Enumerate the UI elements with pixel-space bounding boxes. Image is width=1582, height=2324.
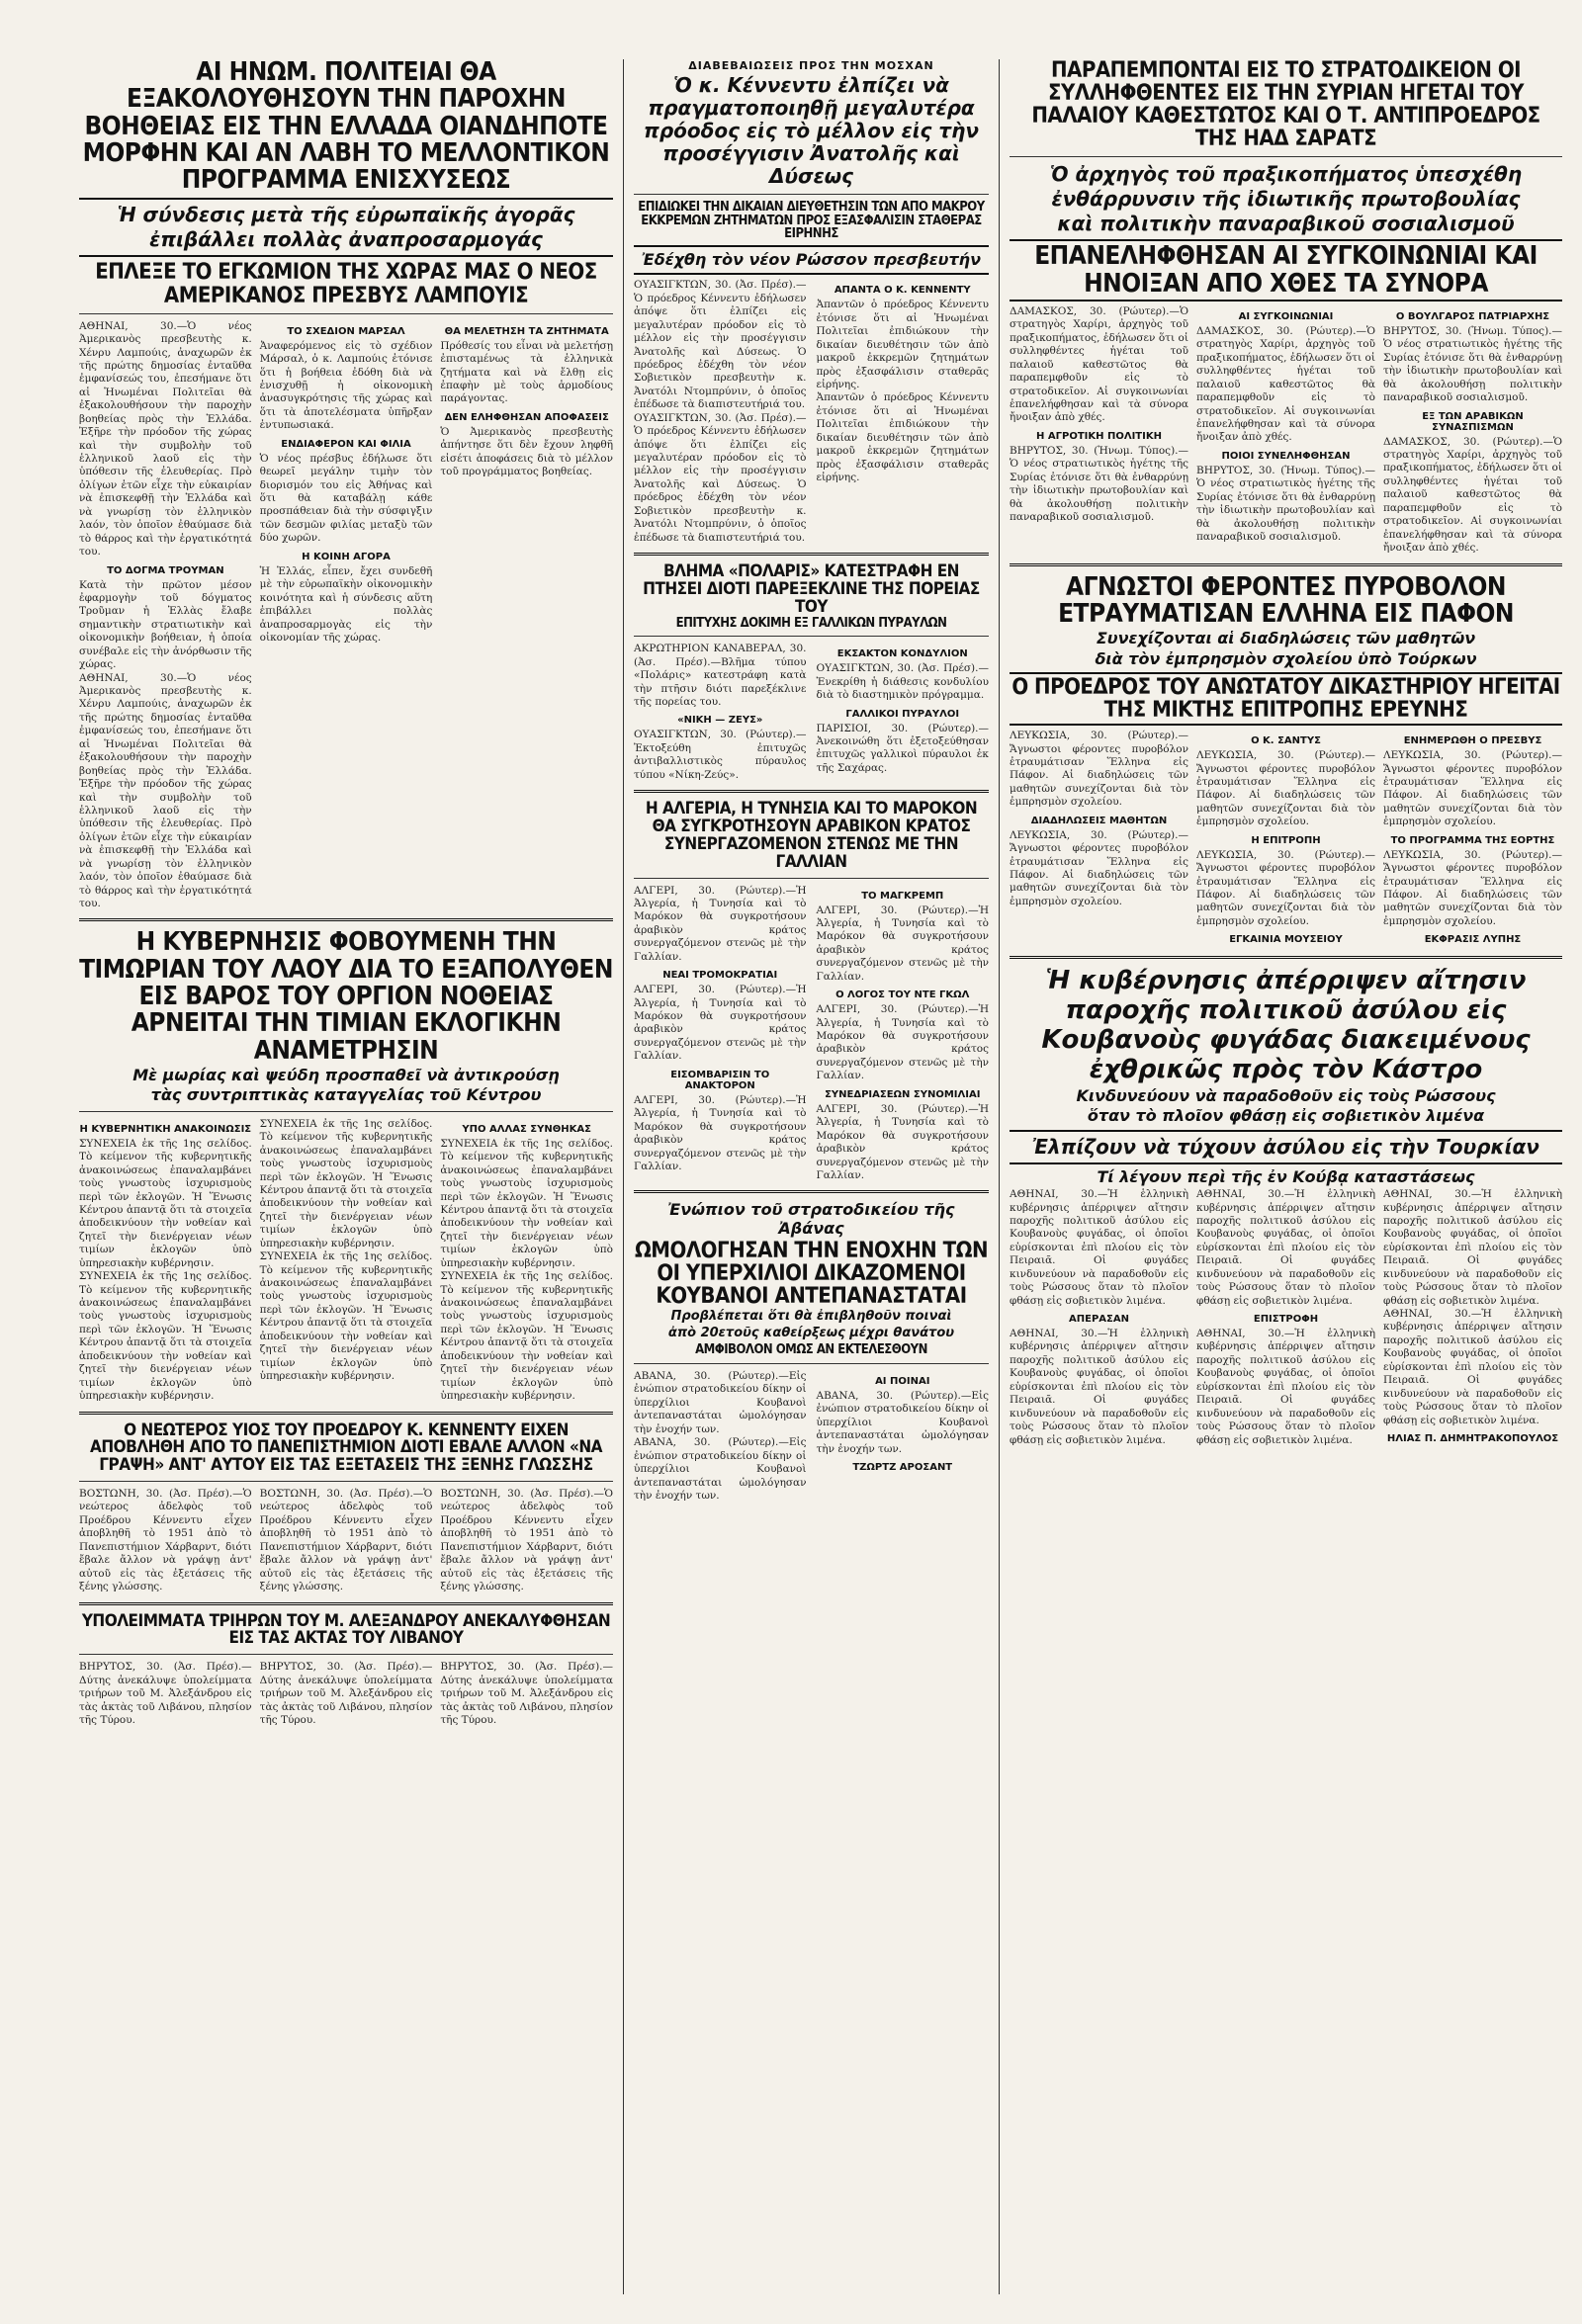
- syria-deck-1: Ὁ ἀρχηγὸς τοῦ πραξικοπήματος ὑπεσχέθη: [1049, 162, 1523, 187]
- sidebar-1-title: ΤΟ ΣΧΕΔΙΟΝ ΜΑΡΣΑΛ: [287, 325, 405, 337]
- column-left: [69, 59, 623, 2294]
- cyprus-sub-2: ΕΝΗΜΕΡΩΘΗ Ο ΠΡΕΣΒΥΣ: [1403, 735, 1542, 747]
- cuba-body: ΑΒΑΝΑ, 30. (Ρώυτερ).—Εἰς ἐνώπιον στρατοδικείου δίκην οἱ ὑπερχίλιοι Κουβανοὶ ἀντεπαναστάται ὡμολόγησαν τὴν ἐνοχήν των.: [634, 1370, 807, 1435]
- algeria-sub-2: Ο ΛΟΓΟΣ ΤΟΥ ΝΤΕ ΓΚΩΛ: [835, 990, 970, 1001]
- kennedy-headline: Ὁ κ. Κέννεντυ ἐλπίζει νὰ πραγματοποιηθῇ μεγαλυτέρα πρόοδος εἰς τὸ μέλλον εἰς τὴν προσέγγισιν Ἀνατολῆς καὶ Δύσεως: [644, 73, 979, 188]
- lead-headline: ΑΙ ΗΝΩΜ. ΠΟΛΙΤΕΙΑΙ ΘΑ ΕΞΑΚΟΛΟΥΘΗΣΟΥΝ ΤΗΝ ΠΑΡΟΧΗΝ ΒΟΗΘΕΙΑΣ ΕΙΣ ΤΗΝ ΕΛΛΑΔΑ ΟΙΑΝΔΗΠΟΤΕ ΜΟΡΦΗΝ ΚΑΙ ΑΝ ΛΑΒΗ ΤΟ ΜΕΛΛΟΝΤΙΚΟΝ ΠΡΟΓΡΑΜΜΑ ΕΝΙΣΧΥΣΕΩΣ: [82, 59, 610, 196]
- government-body-cont: ΣΥΝΕΧΕΙΑ ἐκ τῆς 1ης σελίδος. Τὸ κείμενον τῆς κυβερνητικῆς ἀνακοινώσεως ἐπαναλαμβάνει τοὺς γνωστοὺς ἰσχυρισμοὺς περὶ τῶν ἐκλογῶν. Ἡ Ἕνωσις Κέντρου ἀπαντᾷ ὅτι τὰ στοιχεῖα ἀποδεικνύουν τὴν νοθείαν καὶ ζητεῖ τὴν διενέργειαν νέων τιμίων ἐκλογῶν ὑπὸ ὑπηρεσιακὴν κυβέρνησιν.: [79, 1270, 252, 1403]
- cuba-subheadline: ΑΜΦΙΒΟΛΟΝ ΟΜΩΣ ΑΝ ΕΚΤΕΛΕΣΘΟΥΝ: [695, 1342, 927, 1358]
- syria-sub-2: Η ΑΓΡΟΤΙΚΗ ΠΟΛΙΤΙΚΗ: [1036, 430, 1162, 442]
- government-sub-1: Η ΚΥΒΕΡΝΗΤΙΚΗ ΑΝΑΚΟΙΝΩΣΙΣ: [79, 1123, 252, 1135]
- syria-deck-2: ἐνθάρρυνσιν τῆς ἰδιωτικῆς πρωτοβουλίας: [1051, 187, 1521, 212]
- algeria-body: ΑΛΓΕΡΙ, 30. (Ρώυτερ).—Ἡ Ἀλγερία, ἡ Τυνησία καὶ τὸ Μαρόκον θὰ συγκροτήσουν ἀραβικὸν κράτος συνεργαζόμενον στενῶς μὲ τὴν Γαλλίαν.: [634, 884, 807, 963]
- cuba-headline: ΩΜΟΛΟΓΗΣΑΝ ΤΗΝ ΕΝΟΧΗΝ ΤΩΝ ΟΙ ΥΠΕΡΧΙΛΙΟΙ ΔΙΚΑΖΟΜΕΝΟΙ ΚΟΥΒΑΝΟΙ ΑΝΤΕΠΑΝΑΣΤΑΤΑΙ: [634, 1239, 989, 1310]
- cuba-signature: ΤΖΩΡΤΖ ΑΡΟΣΑΝΤ: [852, 1462, 953, 1474]
- polaris-headline: ΒΛΗΜΑ «ΠΟΛΑΡΙΣ» ΚΑΤΕΣΤΡΑΦΗ ΕΝ ΠΤΗΣΕΙ ΔΙΟΤΙ ΠΑΡΕΞΕΚΛΙΝΕ ΤΗΣ ΠΟΡΕΙΑΣ ΤΟΥ: [643, 561, 980, 617]
- algeria-body-3: ΑΛΓΕΡΙ, 30. (Ρώυτερ).—Ἡ Ἀλγερία, ἡ Τυνησία καὶ τὸ Μαρόκον θὰ συγκροτήσουν ἀραβικὸν κράτος συνεργαζόμενον στενῶς μὲ τὴν Γαλλίαν.: [816, 1102, 989, 1181]
- government-body-2: ΣΥΝΕΧΕΙΑ ἐκ τῆς 1ης σελίδος. Τὸ κείμενον τῆς κυβερνητικῆς ἀνακοινώσεως ἐπαναλαμβάνει τοὺς γνωστοὺς ἰσχυρισμοὺς περὶ τῶν ἐκλογῶν. Ἡ Ἕνωσις Κέντρου ἀπαντᾷ ὅτι τὰ στοιχεῖα ἀποδεικνύουν τὴν νοθείαν καὶ ζητεῖ τὴν διενέργειαν νέων τιμίων ἐκλογῶν ὑπὸ ὑπηρεσιακὴν κυβέρνησιν.: [259, 1117, 433, 1249]
- cubans-sub-2: ΑΠΕΡΑΣΑΝ: [1069, 1314, 1129, 1326]
- syria-body-3: ΔΑΜΑΣΚΟΣ, 30. (Ρώυτερ).—Ὁ στρατηγὸς Χαρίρι, ἀρχηγὸς τοῦ πραξικοπήματος, ἐδήλωσεν ὅτι οἱ συλληφθέντες ἡγέται τοῦ παλαιοῦ καθεστῶτος θὰ παραπεμφθοῦν εἰς τὸ στρατοδικεῖον. Αἱ συγκοινωνίαι ἐπανελήφθησαν καὶ τὰ σύνορα ἤνοιξαν ἀπὸ χθές.: [1196, 324, 1375, 444]
- syria-headline-2: ΕΠΑΝΕΛΗΦΘΗΣΑΝ ΑΙ ΣΥΓΚΟΙΝΩΝΙΑΙ ΚΑΙ ΗΝΟΙΞΑΝ ΑΠΟ ΧΘΕΣ ΤΑ ΣΥΝΟΡΑ: [1034, 241, 1538, 299]
- zeus-sub: «ΝΙΚΗ — ΖΕΥΣ»: [677, 715, 763, 727]
- sidebar-3-title: ΤΟ ΔΟΓΜΑ ΤΡΟΥΜΑΝ: [107, 564, 224, 576]
- cyprus-sub-7: ΕΚΦΡΑΣΙΣ ΛΥΠΗΣ: [1424, 934, 1522, 946]
- algeria-sub-4: ΝΕΑΙ ΤΡΟΜΟΚΡΑΤΙΑΙ: [662, 970, 778, 982]
- sidebar-2-title: ΕΝΔΙΑΦΕΡΟΝ ΚΑΙ ΦΙΛΙΑ: [281, 438, 411, 450]
- cuba-body-cont: ΑΒΑΝΑ, 30. (Ρώυτερ).—Εἰς ἐνώπιον στρατοδικείου δίκην οἱ ὑπερχίλιοι Κουβανοὶ ἀντεπαναστάται ὡμολόγησαν τὴν ἐνοχήν των.: [634, 1436, 807, 1502]
- cubans-sub-1: ΕΠΙΣΤΡΟΦΗ: [1253, 1314, 1319, 1326]
- government-article: [79, 1118, 613, 1404]
- syria-deck-3: καὶ πολιτικὴν παναραβικοῦ σοσιαλισμοῦ: [1057, 212, 1515, 236]
- kennedy-sub-2: ΑΠΑΝΤΑ Ο Κ. ΚΕΝΝΕΝΤΥ: [834, 285, 971, 297]
- kennedy-son-body-3: ΒΟΣΤΩΝΗ, 30. (Ἀσ. Πρέσ).—Ὁ νεώτερος ἀδελφὸς τοῦ Προέδρου Κέννεντυ εἶχεν ἀποβληθῆ τὸ 1951 ἀπὸ τὸ Πανεπιστήμιον Χάρβαρντ, διότι ἔβαλε ἄλλον νὰ γράψῃ ἀντ' αὐτοῦ εἰς τὰς ἐξετάσεις τῆς ξένης γλώσσης.: [440, 1488, 614, 1593]
- cubans-body-6: ΑΘΗΝΑΙ, 30.—Ἡ ἑλληνικὴ κυβέρνησις ἀπέρριψεν αἴτησιν παροχῆς πολιτικοῦ ἀσύλου εἰς Κουβανοὺς φυγάδας, οἱ ὁποῖοι εὑρίσκονται ἐπὶ πλοίου εἰς τὸν Πειραιᾶ. Οἱ φυγάδες κινδυνεύουν νὰ παραδοθοῦν εἰς τοὺς Ρώσσους ὅταν τὸ πλοῖον φθάσῃ εἰς σοβιετικὸν λιμένα.: [1383, 1308, 1562, 1426]
- sidebar-6-body: Ὁ Ἀμερικανὸς πρεσβευτὴς ἀπήντησε ὅτι δὲν ἔχουν ληφθῆ εἰσέτι ἀποφάσεις διὰ τὸ μέλλον τοῦ προγράμματος βοηθείας.: [440, 425, 614, 478]
- cuba-sub-2: ΑΙ ΠΟΙΝΑΙ: [875, 1376, 930, 1387]
- kennedy-son-article: [79, 1488, 613, 1594]
- algeria-article: [634, 885, 989, 1183]
- cyprus-deck-1: Συνεχίζονται αἱ διαδηλώσεις τῶν μαθητῶν: [1096, 629, 1476, 648]
- sidebar-5-title: Η ΚΟΙΝΗ ΑΓΟΡΑ: [302, 551, 391, 562]
- government-body-4: ΣΥΝΕΧΕΙΑ ἐκ τῆς 1ης σελίδος. Τὸ κείμενον τῆς κυβερνητικῆς ἀνακοινώσεως ἐπαναλαμβάνει τοὺς γνωστοὺς ἰσχυρισμοὺς περὶ τῶν ἐκλογῶν. Ἡ Ἕνωσις Κέντρου ἀπαντᾷ ὅτι τὰ στοιχεῖα ἀποδεικνύουν τὴν νοθείαν καὶ ζητεῖ τὴν διενέργειαν νέων τιμίων ἐκλογῶν ὑπὸ ὑπηρεσιακὴν κυβέρνησιν.: [440, 1137, 614, 1269]
- column-middle: [623, 59, 999, 2294]
- cyprus-body-4: ΛΕΥΚΩΣΙΑ, 30. (Ρώυτερ).—Ἄγνωστοι φέροντες πυροβόλον ἐτραυμάτισαν Ἕλληνα εἰς Πάφον. Αἱ διαδηλώσεις τῶν μαθητῶν συνεχίζονται διὰ τὸν ἐμπρησμὸν σχολείου.: [1383, 848, 1562, 927]
- moscow-kicker: ΔΙΑΒΕΒΑΙΩΣΕΙΣ ΠΡΟΣ ΤΗΝ ΜΟΣΧΑΝ: [688, 59, 934, 72]
- zeus-body: ΟΥΑΣΙΓΚΤΩΝ, 30. (Ρώυτερ).—Ἐκτοξεύθη ἐπιτυχῶς ἀντιβαλλιστικὸς πύραυλος τύπου «Νίκη-Ζεύς».: [634, 729, 807, 781]
- cyprus-sub-1: ΔΙΑΔΗΛΩΣΕΙΣ ΜΑΘΗΤΩΝ: [1030, 815, 1168, 826]
- cyprus-sub-3: Ο Κ. ΣΑΝΤΥΣ: [1251, 735, 1321, 747]
- polaris-body: ΑΚΡΩΤΗΡΙΟΝ ΚΑΝΑΒΕΡΑΛ, 30. (Ἀσ. Πρέσ).—Βλῆμα τύπου «Πολάρις» κατεστράφη κατὰ τὴν πτῆσιν διότι παρεξέκλινε τῆς πορείας του.: [634, 643, 807, 708]
- syria-body-4: ΒΗΡΥΤΟΣ, 30. (Ἡνωμ. Τύπος).—Ὁ νέος στρατιωτικὸς ἡγέτης τῆς Συρίας ἐτόνισε ὅτι θὰ ἐνθαρρύνῃ τὴν ἰδιωτικὴν πρωτοβουλίαν καὶ θὰ ἀκολουθήσῃ πολιτικὴν παναραβικοῦ σοσιαλισμοῦ.: [1196, 464, 1375, 544]
- kennedy-body-3: Ἀπαντῶν ὁ πρόεδρος Κέννεντυ ἐτόνισε ὅτι αἱ Ἡνωμέναι Πολιτεῖαι ἐπιδιώκουν τὴν δικαίαν διευθέτησιν τῶν ἀπὸ μακροῦ ἐκκρεμῶν ζητημάτων πρὸς ἐξασφάλισιν σταθερᾶς εἰρήνης.: [816, 391, 989, 483]
- cubans-body-2: ΑΘΗΝΑΙ, 30.—Ἡ ἑλληνικὴ κυβέρνησις ἀπέρριψεν αἴτησιν παροχῆς πολιτικοῦ ἀσύλου εἰς Κουβανοὺς φυγάδας, οἱ ὁποῖοι εὑρίσκονται ἐπὶ πλοίου εἰς τὸν Πειραιᾶ. Οἱ φυγάδες κινδυνεύουν νὰ παραδοθοῦν εἰς τοὺς Ρώσσους ὅταν τὸ πλοῖον φθάσῃ εἰς σοβιετικὸν λιμένα.: [1010, 1328, 1188, 1446]
- lead-deck-1: Ἡ σύνδεσις μετὰ τῆς εὐρωπαϊκῆς ἀγορᾶς: [117, 203, 575, 227]
- ambassador-article: [79, 320, 613, 911]
- algeria-headline: Η ΑΛΓΕΡΙΑ, Η ΤΥΝΗΣΙΑ ΚΑΙ ΤΟ ΜΑΡΟΚΟΝ ΘΑ ΣΥΓΚΡΟΤΗΣΟΥΝ ΑΡΑΒΙΚΟΝ ΚΡΑΤΟΣ ΣΥΝΕΡΓΑΖΟΜΕΝΟΝ ΣΤΕΝΩΣ ΜΕ ΤΗΝ ΓΑΛΛΙΑΝ: [645, 799, 978, 872]
- sidebar-3-body: Κατὰ τὴν πρῶτον μέσον ἐφαρμογὴν τοῦ δόγματος Τροῦμαν ἡ Ἑλλὰς ἔλαβε σημαντικὴν στρατιωτικὴν καὶ οἰκονομικὴν βοήθειαν, ἡ ὁποία συνέβαλε εἰς τὴν ἀνόρθωσιν τῆς χώρας.: [79, 578, 252, 671]
- cyprus-body-2: ΛΕΥΚΩΣΙΑ, 30. (Ρώυτερ).—Ἄγνωστοι φέροντες πυροβόλον ἐτραυμάτισαν Ἕλληνα εἰς Πάφον. Αἱ διαδηλώσεις τῶν μαθητῶν συνεχίζονται διὰ τὸν ἐμπρησμὸν σχολείου.: [1383, 749, 1562, 828]
- cubans-article: [1010, 1188, 1562, 1447]
- government-deck-2: τὰς συντριπτικὰς καταγγελίας τοῦ Κέντρου: [150, 1085, 542, 1105]
- trireme-article: [79, 1661, 613, 1727]
- cuba-article: [634, 1370, 989, 1503]
- syria-sub-4: Ο ΒΟΥΛΓΑΡΟΣ ΠΑΤΡΙΑΡΧΗΣ: [1395, 310, 1550, 322]
- syria-body-6: ΔΑΜΑΣΚΟΣ, 30. (Ρώυτερ).—Ὁ στρατηγὸς Χαρίρι, ἀρχηγὸς τοῦ πραξικοπήματος, ἐδήλωσεν ὅτι οἱ συλληφθέντες ἡγέται τοῦ παλαιοῦ καθεστῶτος θὰ παραπεμφθοῦν εἰς τὸ στρατοδικεῖον. Αἱ συγκοινωνίαι ἐπανελήφθησαν καὶ τὰ σύνορα ἤνοιξαν ἀπὸ χθές.: [1383, 435, 1562, 555]
- polaris-article: [634, 643, 989, 782]
- syria-sub-3: ΠΟΙΟΙ ΣΥΝΕΛΗΦΘΗΣΑΝ: [1221, 450, 1351, 462]
- galliki-sub: ΓΑΛΛΙΚΟΙ ΠΥΡΑΥΛΟΙ: [845, 708, 960, 720]
- cyprus-deck-2: διὰ τὸν ἐμπρησμὸν σχολείου ὑπὸ Τούρκων: [1095, 648, 1477, 668]
- cyprus-body-3: ΛΕΥΚΩΣΙΑ, 30. (Ρώυτερ).—Ἄγνωστοι φέροντες πυροβόλον ἐτραυμάτισαν Ἕλληνα εἰς Πάφον. Αἱ διαδηλώσεις τῶν μαθητῶν συνεχίζονται διὰ τὸν ἐμπρησμὸν σχολείου.: [1196, 749, 1375, 828]
- cubans-headline: Ἡ κυβέρνησις ἀπέρριψεν αἴτησιν παροχῆς πολιτικοῦ ἀσύλου εἰς Κουβανοὺς φυγάδας διακειμένους ἐχθρικῶς πρὸς τὸν Κάστρο: [1041, 966, 1531, 1085]
- cubans-body-5: ΑΘΗΝΑΙ, 30.—Ἡ ἑλληνικὴ κυβέρνησις ἀπέρριψεν αἴτησιν παροχῆς πολιτικοῦ ἀσύλου εἰς Κουβανοὺς φυγάδας, οἱ ὁποῖοι εὑρίσκονται ἐπὶ πλοίου εἰς τὸν Πειραιᾶ. Οἱ φυγάδες κινδυνεύουν νὰ παραδοθοῦν εἰς τοὺς Ρώσσους ὅταν τὸ πλοῖον φθάσῃ εἰς σοβιετικὸν λιμένα.: [1383, 1188, 1562, 1307]
- cuba-kicker: Ἐνώπιον τοῦ στρατοδικείου τῆς Ἀβάνας: [667, 1200, 955, 1238]
- kennedy-subheadline: ΕΠΙΔΙΩΚΕΙ ΤΗΝ ΔΙΚΑΙΑΝ ΔΙΕΥΘΕΤΗΣΙΝ ΤΩΝ ΑΠΟ ΜΑΚΡΟΥ ΕΚΚΡΕΜΩΝ ΖΗΤΗΜΑΤΩΝ ΠΡΟΣ ΕΞΑΣΦΑΛΙΣΙΝ ΣΤΑΘΕΡΑΣ ΕΙΡΗΝΗΣ: [638, 200, 985, 242]
- cuba-body-2: ΑΒΑΝΑ, 30. (Ρώυτερ).—Εἰς ἐνώπιον στρατοδικείου δίκην οἱ ὑπερχίλιοι Κουβανοὶ ἀντεπαναστάται ὡμολόγησαν τὴν ἐνοχήν των.: [816, 1390, 989, 1455]
- sidebar-4-title: ΘΑ ΜΕΛΕΤΗΣΗ ΤΑ ΖΗΤΗΜΑΤΑ: [444, 325, 609, 337]
- kennedy-body-cont: ΟΥΑΣΙΓΚΤΩΝ, 30. (Ἀσ. Πρέσ).—Ὁ πρόεδρος Κέννεντυ ἐδήλωσεν ἀπόψε ὅτι ἐλπίζει εἰς μεγαλυτέραν πρόοδον εἰς τὸ μέλλον εἰς τὴν προσέγγισιν Ἀνατολῆς καὶ Δύσεως. Ὁ πρόεδρος ἐδέχθη τὸν νέον Σοβιετικὸν πρεσβευτὴν κ. Ἀνατόλι Ντομπρύνιν, ὁ ὁποῖος ἐπέδωσε τὰ διαπιστευτήριά του.: [634, 411, 807, 544]
- government-body-5: ΣΥΝΕΧΕΙΑ ἐκ τῆς 1ης σελίδος. Τὸ κείμενον τῆς κυβερνητικῆς ἀνακοινώσεως ἐπαναλαμβάνει τοὺς γνωστοὺς ἰσχυρισμοὺς περὶ τῶν ἐκλογῶν. Ἡ Ἕνωσις Κέντρου ἀπαντᾷ ὅτι τὰ στοιχεῖα ἀποδεικνύουν τὴν νοθείαν καὶ ζητεῖ τὴν διενέργειαν νέων τιμίων ἐκλογῶν ὑπὸ ὑπηρεσιακὴν κυβέρνησιν.: [440, 1270, 614, 1403]
- algeria-body-2: ΑΛΓΕΡΙ, 30. (Ρώυτερ).—Ἡ Ἀλγερία, ἡ Τυνησία καὶ τὸ Μαρόκον θὰ συγκροτήσουν ἀραβικὸν κράτος συνεργαζόμενον στενῶς μὲ τὴν Γαλλίαν.: [816, 1003, 989, 1082]
- kennedy-deck: Ἐδέχθη τὸν νέον Ρώσσον πρεσβευτήν: [642, 249, 981, 269]
- cyprus-headline: ΑΓΝΩΣΤΟΙ ΦΕΡΟΝΤΕΣ ΠΥΡΟΒΟΛΟΝ ΕΤΡΑΥΜΑΤΙΣΑΝ ΕΛΛΗΝΑ ΕΙΣ ΠΑΦΟΝ: [1058, 571, 1514, 629]
- polaris-subheadline: ΕΠΙΤΥΧΗΣ ΔΟΚΙΜΗ ΕΞ ΓΑΛΛΙΚΩΝ ΠΥΡΑΥΛΩΝ: [675, 615, 947, 631]
- sidebar-4-body: Πρόθεσίς του εἶναι νὰ μελετήσῃ ἐπισταμένως τὰ ἑλληνικὰ ζητήματα καὶ νὰ ἔλθῃ εἰς ἐπαφὴν μὲ τοὺς ἁρμοδίους παράγοντας.: [440, 339, 614, 405]
- trireme-headline: ΥΠΟΛΕΙΜΜΑΤΑ ΤΡΙΗΡΩΝ ΤΟΥ Μ. ΑΛΕΞΑΝΔΡΟΥ ΑΝΕΚΑΛΥΦΘΗΣΑΝ ΕΙΣ ΤΑΣ ΑΚΤΑΣ ΤΟΥ ΛΙΒΑΝΟΥ: [81, 1610, 611, 1649]
- cyprus-headline-2: Ο ΠΡΟΕΔΡΟΣ ΤΟΥ ΑΝΩΤΑΤΟΥ ΔΙΚΑΣΤΗΡΙΟΥ ΗΓΕΙΤΑΙ ΤΗΣ ΜΙΚΤΗΣ ΕΠΙΤΡΟΠΗΣ ΕΡΕΥΝΗΣ: [1011, 674, 1560, 723]
- kennedy-article: [634, 279, 989, 545]
- kennedy-son-body-2: ΒΟΣΤΩΝΗ, 30. (Ἀσ. Πρέσ).—Ὁ νεώτερος ἀδελφὸς τοῦ Προέδρου Κέννεντυ εἶχεν ἀποβληθῆ τὸ 1951 ἀπὸ τὸ Πανεπιστήμιον Χάρβαρντ, διότι ἔβαλε ἄλλον νὰ γράψῃ ἀντ' αὐτοῦ εἰς τὰς ἐξετάσεις τῆς ξένης γλώσσης.: [259, 1488, 433, 1593]
- cubans-deck-1: Κινδυνεύουν νὰ παραδοθοῦν εἰς τοὺς Ρώσσους: [1076, 1085, 1496, 1105]
- ambassador-headline: ΕΠΛΕΞΕ ΤΟ ΕΓΚΩΜΙΟΝ ΤΗΣ ΧΩΡΑΣ ΜΑΣ Ο ΝΕΟΣ ΑΜΕΡΙΚΑΝΟΣ ΠΡΕΣΒΥΣ ΛΑΜΠΟΥΙΣ: [95, 260, 597, 308]
- konavi-body: ΟΥΑΣΙΓΚΤΩΝ, 30. (Ἀσ. Πρέσ).—Ἐνεκρίθη ἡ διάθεσις κονδυλίου διὰ τὸ διαστημικὸν πρόγραμμα.: [816, 662, 989, 702]
- sidebar-2-body: Ὁ νέος πρέσβυς ἐδήλωσε ὅτι θεωρεῖ μεγάλην τιμὴν τὸν διορισμόν του εἰς Ἀθήνας καὶ ὅτι θὰ καταβάλῃ κάθε προσπάθειαν διὰ τὴν σύσφιγξιν τῶν δεσμῶν φιλίας μεταξὺ τῶν δύο χωρῶν.: [259, 452, 433, 545]
- syria-body-2: ΒΗΡΥΤΟΣ, 30. (Ἡνωμ. Τύπος).—Ὁ νέος στρατιωτικὸς ἡγέτης τῆς Συρίας ἐτόνισε ὅτι θὰ ἐνθαρρύνῃ τὴν ἰδιωτικὴν πρωτοβουλίαν καὶ θὰ ἀκολουθήσῃ πολιτικὴν παναραβικοῦ σοσιαλισμοῦ.: [1010, 444, 1188, 524]
- kennedy-body: ΟΥΑΣΙΓΚΤΩΝ, 30. (Ἀσ. Πρέσ).—Ὁ πρόεδρος Κέννεντυ ἐδήλωσεν ἀπόψε ὅτι ἐλπίζει εἰς μεγαλυτέραν πρόοδον εἰς τὸ μέλλον εἰς τὴν προσέγγισιν Ἀνατολῆς καὶ Δύσεως. Ὁ πρόεδρος ἐδέχθη τὸν νέον Σοβιετικὸν πρεσβευτὴν κ. Ἀνατόλι Ντομπρύνιν, ὁ ὁποῖος ἐπέδωσε τὰ διαπιστευτήριά του.: [634, 279, 807, 411]
- cubans-body-4: ΑΘΗΝΑΙ, 30.—Ἡ ἑλληνικὴ κυβέρνησις ἀπέρριψεν αἴτησιν παροχῆς πολιτικοῦ ἀσύλου εἰς Κουβανοὺς φυγάδας, οἱ ὁποῖοι εὑρίσκονται ἐπὶ πλοίου εἰς τὸν Πειραιᾶ. Οἱ φυγάδες κινδυνεύουν νὰ παραδοθοῦν εἰς τοὺς Ρώσσους ὅταν τὸ πλοῖον φθάσῃ εἰς σοβιετικὸν λιμένα.: [1196, 1328, 1375, 1446]
- cyprus-body-1: ΛΕΥΚΩΣΙΑ, 30. (Ρώυτερ).—Ἄγνωστοι φέροντες πυροβόλον ἐτραυμάτισαν Ἕλληνα εἰς Πάφον. Αἱ διαδηλώσεις τῶν μαθητῶν συνεχίζονται διὰ τὸν ἐμπρησμὸν σχολείου.: [1010, 828, 1188, 907]
- algeria-sub-3: ΣΥΝΕΔΡΙΑΣΕΩΝ ΣΥΝΟΜΙΛΙΑΙ: [825, 1088, 981, 1100]
- cubans-body: ΑΘΗΝΑΙ, 30.—Ἡ ἑλληνικὴ κυβέρνησις ἀπέρριψεν αἴτησιν παροχῆς πολιτικοῦ ἀσύλου εἰς Κουβανοὺς φυγάδας, οἱ ὁποῖοι εὑρίσκονται ἐπὶ πλοίου εἰς τὸν Πειραιᾶ. Οἱ φυγάδες κινδυνεύουν νὰ παραδοθοῦν εἰς τοὺς Ρώσσους ὅταν τὸ πλοῖον φθάσῃ εἰς σοβιετικὸν λιμένα.: [1010, 1188, 1188, 1307]
- cyprus-article: [1010, 730, 1562, 948]
- lead-deck-box: [79, 198, 613, 257]
- syria-body: ΔΑΜΑΣΚΟΣ, 30. (Ρώυτερ).—Ὁ στρατηγὸς Χαρίρι, ἀρχηγὸς τοῦ πραξικοπήματος, ἐδήλωσεν ὅτι οἱ συλληφθέντες ἡγέται τοῦ παλαιοῦ καθεστῶτος θὰ παραπεμφθοῦν εἰς τὸ στρατοδικεῖον. Αἱ συγκοινωνίαι ἐπανελήφθησαν καὶ τὰ σύνορα ἤνοιξαν ἀπὸ χθές.: [1010, 304, 1188, 424]
- government-sub-2: ΥΠΟ ΑΛΛΑΣ ΣΥΝΘΗΚΑΣ: [462, 1123, 591, 1135]
- syria-headline: ΠΑΡΑΠΕΜΠΟΝΤΑΙ ΕΙΣ ΤΟ ΣΤΡΑΤΟΔΙΚΕΙΟΝ ΟΙ ΣΥΛΛΗΦΘΕΝΤΕΣ ΕΙΣ ΤΗΝ ΣΥΡΙΑΝ ΗΓΕΤΑΙ ΤΟΥ ΠΑΛΑΙΟΥ ΚΑΘΕΣΤΩΤΟΣ ΚΑΙ Ο Τ. ΑΝΤΙΠΡΟΕΔΡΟΣ ΤΗΣ ΗΑΔ ΣΑΡΑΤΣ: [1031, 59, 1540, 152]
- government-body: ΣΥΝΕΧΕΙΑ ἐκ τῆς 1ης σελίδος. Τὸ κείμενον τῆς κυβερνητικῆς ἀνακοινώσεως ἐπαναλαμβάνει τοὺς γνωστοὺς ἰσχυρισμοὺς περὶ τῶν ἐκλογῶν. Ἡ Ἕνωσις Κέντρου ἀπαντᾷ ὅτι τὰ στοιχεῖα ἀποδεικνύουν τὴν νοθείαν καὶ ζητεῖ τὴν διενέργειαν νέων τιμίων ἐκλογῶν ὑπὸ ὑπηρεσιακὴν κυβέρνησιν.: [79, 1137, 252, 1269]
- trireme-body: ΒΗΡΥΤΟΣ, 30. (Ἀσ. Πρέσ).—Δύτης ἀνεκάλυψε ὑπολείμματα τριήρων τοῦ Μ. Ἀλεξάνδρου εἰς τὰς ἀκτὰς τοῦ Λιβάνου, πλησίον τῆς Τύρου.: [79, 1661, 252, 1726]
- algeria-body-1: ΑΛΓΕΡΙ, 30. (Ρώυτερ).—Ἡ Ἀλγερία, ἡ Τυνησία καὶ τὸ Μαρόκον θὰ συγκροτήσουν ἀραβικὸν κράτος συνεργαζόμενον στενῶς μὲ τὴν Γαλλίαν.: [816, 904, 989, 983]
- algeria-sub-5: ΕΙΣΟΜΒΑΡΙΣΙΝ ΤΟ ΑΝΑΚΤΟΡΟΝ: [670, 1069, 770, 1091]
- government-body-3: ΣΥΝΕΧΕΙΑ ἐκ τῆς 1ης σελίδος. Τὸ κείμενον τῆς κυβερνητικῆς ἀνακοινώσεως ἐπαναλαμβάνει τοὺς γνωστοὺς ἰσχυρισμοὺς περὶ τῶν ἐκλογῶν. Ἡ Ἕνωσις Κέντρου ἀπαντᾷ ὅτι τὰ στοιχεῖα ἀποδεικνύουν τὴν νοθείαν καὶ ζητεῖ τὴν διενέργειαν νέων τιμίων ἐκλογῶν ὑπὸ ὑπηρεσιακὴν κυβέρνησιν.: [259, 1250, 433, 1383]
- cubans-deck-3: Ἐλπίζουν νὰ τύχουν ἀσύλου εἰς τὴν Τουρκίαν: [1032, 1134, 1539, 1159]
- ambassador-body: ΑΘΗΝΑΙ, 30.—Ὁ νέος Ἀμερικανὸς πρεσβευτὴς κ. Χένρυ Λαμπούις, ἀναχωρῶν ἐκ τῆς πρώτης δημοσίας ἐνταῦθα ἐμφανίσεώς του, ἐπεσήμανε ὅτι αἱ Ἡνωμέναι Πολιτεῖαι θὰ ἐξακολουθήσουν τὴν παροχὴν βοηθείας πρὸς τὴν Ἑλλάδα. Ἐξῆρε τὴν πρόοδον τῆς χώρας καὶ τὴν συμβολὴν τοῦ ἑλληνικοῦ λαοῦ εἰς τὴν ὑπόθεσιν τῆς ἐλευθερίας. Πρὸ ὀλίγων ἐτῶν εἶχε τὴν εὐκαιρίαν νὰ ἐπισκεφθῇ τὴν Ἑλλάδα καὶ νὰ γνωρίσῃ τὸν ἑλληνικὸν λαόν, τὸν ὁποῖον ἐθαύμασε διὰ τὸ θάρρος καὶ τὴν ἐργατικότητά του.: [79, 319, 252, 559]
- kennedy-son-headline: Ο ΝΕΩΤΕΡΟΣ ΥΙΟΣ ΤΟΥ ΠΡΟΕΔΡΟΥ Κ. ΚΕΝΝΕΝΤΥ ΕΙΧΕΝ ΑΠΟΒΛΗΘΗ ΑΠΟ ΤΟ ΠΑΝΕΠΙΣΤΗΜΙΟΝ ΔΙΟΤΙ ΕΒΑΛΕ ΑΛΛΟΝ «ΝΑ ΓΡΑΨΗ» ΑΝΤ' ΑΥΤΟΥ ΕΙΣ ΤΑΣ ΕΞΕΤΑΣΕΙΣ ΤΗΣ ΞΕΝΗΣ ΓΛΩΣΣΗΣ: [89, 1420, 602, 1476]
- kennedy-son-body: ΒΟΣΤΩΝΗ, 30. (Ἀσ. Πρέσ).—Ὁ νεώτερος ἀδελφὸς τοῦ Προέδρου Κέννεντυ εἶχεν ἀποβληθῆ τὸ 1951 ἀπὸ τὸ Πανεπιστήμιον Χάρβαρντ, διότι ἔβαλε ἄλλον νὰ γράψῃ ἀντ' αὐτοῦ εἰς τὰς ἐξετάσεις τῆς ξένης γλώσσης.: [79, 1488, 252, 1593]
- government-deck-1: Μὲ μωρίας καὶ ψεύδη προσπαθεῖ νὰ ἀντικρούσῃ: [132, 1065, 560, 1084]
- column-right: [999, 59, 1572, 2294]
- cyprus-body-5: ΛΕΥΚΩΣΙΑ, 30. (Ρώυτερ).—Ἄγνωστοι φέροντες πυροβόλον ἐτραυμάτισαν Ἕλληνα εἰς Πάφον. Αἱ διαδηλώσεις τῶν μαθητῶν συνεχίζονται διὰ τὸν ἐμπρησμὸν σχολείου.: [1196, 848, 1375, 927]
- kennedy-body-2: Ἀπαντῶν ὁ πρόεδρος Κέννεντυ ἐτόνισε ὅτι αἱ Ἡνωμέναι Πολιτεῖαι ἐπιδιώκουν τὴν δικαίαν διευθέτησιν τῶν ἀπὸ μακροῦ ἐκκρεμῶν ζητημάτων πρὸς ἐξασφάλισιν σταθερᾶς εἰρήνης.: [816, 299, 989, 390]
- cuba-deck-2: ἀπὸ 20ετοῦς καθείρξεως μέχρι θανάτου: [667, 1326, 955, 1341]
- cubans-deck-4: Τί λέγουν περὶ τῆς ἐν Κούβᾳ καταστάσεως: [1097, 1166, 1475, 1186]
- cubans-signature: ΗΛΙΑΣ Π. ΔΗΜΗΤΡΑΚΟΠΟΥΛΟΣ: [1386, 1432, 1559, 1444]
- cyprus-sub-6: ΕΓΚΑΙΝΙΑ ΜΟΥΣΕΙΟΥ: [1229, 934, 1343, 946]
- algeria-sub-1: ΤΟ ΜΑΓΚΡΕΜΠ: [861, 890, 944, 902]
- syria-sub-1: ΑΙ ΣΥΓΚΟΙΝΩΝΙΑΙ: [1238, 310, 1334, 322]
- sidebar-1-body: Ἀναφερόμενος εἰς τὸ σχέδιον Μάρσαλ, ὁ κ. Λαμπούις ἐτόνισε ὅτι ἡ βοήθεια ἐδόθη διὰ νὰ ἐνισχυθῇ ἡ οἰκονομικὴ ἀνασυγκρότησις τῆς χώρας καὶ ὅτι τὰ ἀποτελέσματα ὑπῆρξαν ἐντυπωσιακά.: [259, 339, 433, 432]
- trireme-body-3: ΒΗΡΥΤΟΣ, 30. (Ἀσ. Πρέσ).—Δύτης ἀνεκάλυψε ὑπολείμματα τριήρων τοῦ Μ. Ἀλεξάνδρου εἰς τὰς ἀκτὰς τοῦ Λιβάνου, πλησίον τῆς Τύρου.: [440, 1661, 614, 1726]
- cyprus-sub-5: Η ΕΠΙΤΡΟΠΗ: [1251, 834, 1321, 846]
- galliki-body: ΠΑΡΙΣΙΟΙ, 30. (Ρώυτερ).—Ἀνεκοινώθη ὅτι ἐξετοξεύθησαν ἐπιτυχῶς γαλλικοὶ πύραυλοι ἐκ τῆς Σαχάρας.: [816, 722, 989, 774]
- sidebar-6-title: ΔΕΝ ΕΛΗΦΘΗΣΑΝ ΑΠΟΦΑΣΕΙΣ: [444, 411, 609, 423]
- syria-article: [1010, 305, 1562, 556]
- sidebar-5-body: Ἡ Ἑλλάς, εἶπεν, ἔχει συνδεθῆ μὲ τὴν εὐρωπαϊκὴν οἰκονομικὴν κοινότητα καὶ ἡ σύνδεσις αὕτη ἐπιβάλλει πολλὰς ἀναπροσαρμογὰς εἰς τὴν οἰκονομίαν τῆς χώρας.: [259, 564, 433, 644]
- algeria-body-4: ΑΛΓΕΡΙ, 30. (Ρώυτερ).—Ἡ Ἀλγερία, ἡ Τυνησία καὶ τὸ Μαρόκον θὰ συγκροτήσουν ἀραβικὸν κράτος συνεργαζόμενον στενῶς μὲ τὴν Γαλλίαν.: [634, 984, 807, 1063]
- algeria-body-5: ΑΛΓΕΡΙ, 30. (Ρώυτερ).—Ἡ Ἀλγερία, ἡ Τυνησία καὶ τὸ Μαρόκον θὰ συγκροτήσουν ἀραβικὸν κράτος συνεργαζόμενον στενῶς μὲ τὴν Γαλλίαν.: [634, 1093, 807, 1172]
- lead-deck-2: ἐπιβάλλει πολλὰς ἀναπροσαρμογάς: [149, 227, 543, 252]
- konavi-sub: ΕΚΣΑΚΤΟΝ ΚΟΝΔΥΛΙΟΝ: [836, 648, 968, 660]
- ambassador-body-cont: ΑΘΗΝΑΙ, 30.—Ὁ νέος Ἀμερικανὸς πρεσβευτὴς κ. Χένρυ Λαμπούις, ἀναχωρῶν ἐκ τῆς πρώτης δημοσίας ἐνταῦθα ἐμφανίσεώς του, ἐπεσήμανε ὅτι αἱ Ἡνωμέναι Πολιτεῖαι θὰ ἐξακολουθήσουν τὴν παροχὴν βοηθείας πρὸς τὴν Ἑλλάδα. Ἐξῆρε τὴν πρόοδον τῆς χώρας καὶ τὴν συμβολὴν τοῦ ἑλληνικοῦ λαοῦ εἰς τὴν ὑπόθεσιν τῆς ἐλευθερίας. Πρὸ ὀλίγων ἐτῶν εἶχε τὴν εὐκαιρίαν νὰ ἐπισκεφθῇ τὴν Ἑλλάδα καὶ νὰ γνωρίσῃ τὸν ἑλληνικὸν λαόν, τὸν ὁποῖον ἐθαύμασε διὰ τὸ θάρρος καὶ τὴν ἐργατικότητά του.: [79, 671, 252, 910]
- cubans-body-3: ΑΘΗΝΑΙ, 30.—Ἡ ἑλληνικὴ κυβέρνησις ἀπέρριψεν αἴτησιν παροχῆς πολιτικοῦ ἀσύλου εἰς Κουβανοὺς φυγάδας, οἱ ὁποῖοι εὑρίσκονται ἐπὶ πλοίου εἰς τὸν Πειραιᾶ. Οἱ φυγάδες κινδυνεύουν νὰ παραδοθοῦν εἰς τοὺς Ρώσσους ὅταν τὸ πλοῖον φθάσῃ εἰς σοβιετικὸν λιμένα.: [1196, 1188, 1375, 1307]
- cubans-deck-2: ὅταν τὸ πλοῖον φθάσῃ εἰς σοβιετικὸν λιμένα: [1087, 1106, 1485, 1126]
- cuba-deck-1: Προβλέπεται ὅτι θὰ ἐπιβληθοῦν ποιναὶ: [670, 1309, 952, 1325]
- trireme-body-2: ΒΗΡΥΤΟΣ, 30. (Ἀσ. Πρέσ).—Δύτης ἀνεκάλυψε ὑπολείμματα τριήρων τοῦ Μ. Ἀλεξάνδρου εἰς τὰς ἀκτὰς τοῦ Λιβάνου, πλησίον τῆς Τύρου.: [259, 1661, 433, 1726]
- cyprus-body: ΛΕΥΚΩΣΙΑ, 30. (Ρώυτερ).—Ἄγνωστοι φέροντες πυροβόλον ἐτραυμάτισαν Ἕλληνα εἰς Πάφον. Αἱ διαδηλώσεις τῶν μαθητῶν συνεχίζονται διὰ τὸν ἐμπρησμὸν σχολείου.: [1010, 730, 1188, 809]
- government-headline: Η ΚΥΒΕΡΝΗΣΙΣ ΦΟΒΟΥΜΕΝΗ ΤΗΝ ΤΙΜΩΡΙΑΝ ΤΟΥ ΛΑΟΥ ΔΙΑ ΤΟ ΕΞΑΠΟΛΥΘΕΝ ΕΙΣ ΒΑΡΟΣ ΤΟΥ ΟΡΓΙΟΝ ΝΟΘΕΙΑΣ ΑΡΝΕΙΤΑΙ ΤΗΝ ΤΙΜΙΑΝ ΕΚΛΟΓΙΚΗΝ ΑΝΑΜΕΤΡΗΣΙΝ: [79, 927, 613, 1066]
- syria-sub-5: ΕΞ ΤΩΝ ΑΡΑΒΙΚΩΝ ΣΥΝΑΣΠΙΣΜΩΝ: [1422, 410, 1524, 433]
- cyprus-sub-4: ΤΟ ΠΡΟΓΡΑΜΜΑ ΤΗΣ ΕΟΡΤΗΣ: [1390, 834, 1555, 846]
- syria-body-5: ΒΗΡΥΤΟΣ, 30. (Ἡνωμ. Τύπος).—Ὁ νέος στρατιωτικὸς ἡγέτης τῆς Συρίας ἐτόνισε ὅτι θὰ ἐνθαρρύνῃ τὴν ἰδιωτικὴν πρωτοβουλίαν καὶ θὰ ἀκολουθήσῃ πολιτικὴν παναραβικοῦ σοσιαλισμοῦ.: [1383, 324, 1562, 404]
